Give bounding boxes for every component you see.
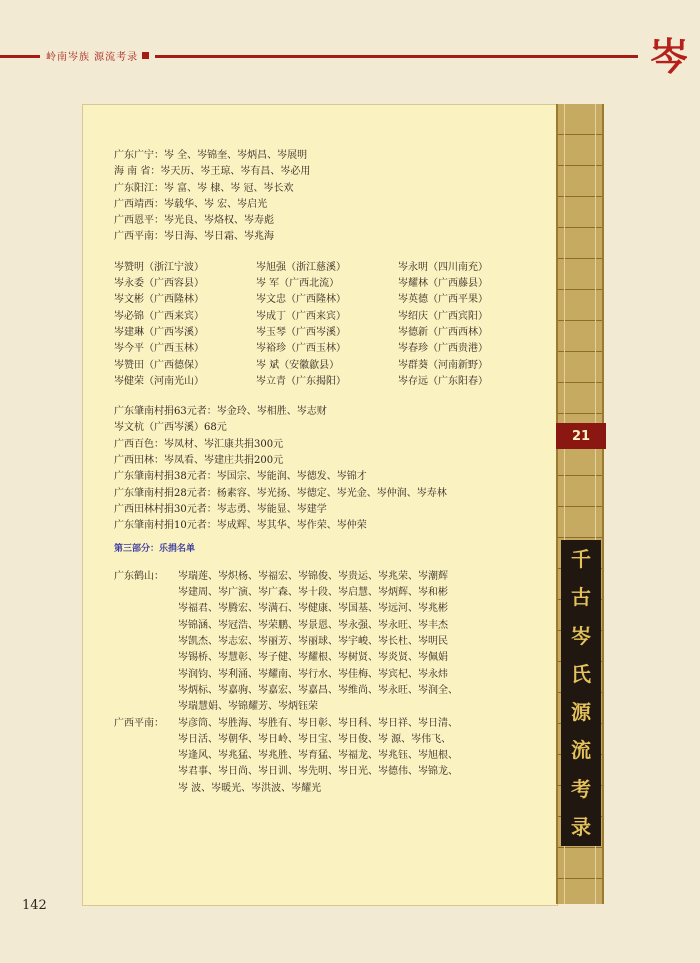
- name-line: 岑建周、岑广演、岑广森、岑十段、岑启慧、岑炳辉、岑和彬: [178, 587, 448, 599]
- title-char: 源: [571, 700, 591, 725]
- donor-cell: 岑 军（广西北流）: [256, 278, 340, 290]
- amount-donor-section: [114, 404, 544, 534]
- name-line: 岑逢风、岑兆猛、岑兆胜、岑育猛、岑福龙、岑兆钰、岑旭根、: [178, 750, 458, 762]
- guangdong-donor-block: [114, 569, 544, 716]
- spacer: [114, 390, 544, 404]
- name-lines: [178, 569, 544, 716]
- name-line: 岑日活、岑朝华、岑日岭、岑日宝、岑日俊、岑 源、岑伟飞、: [178, 733, 452, 745]
- individual-donor-grid: [114, 260, 544, 390]
- donor-cell: 岑英德（广西平果）: [398, 294, 488, 306]
- name-lines: [178, 716, 544, 797]
- guangxi-donor-block: [114, 716, 544, 797]
- donor-cell: 岑立青（广东揭阳）: [256, 375, 346, 387]
- title-char: 氏: [571, 661, 591, 686]
- name-line: 岑炳标、岑嘉驹、岑嘉宏、岑嘉昌、岑维尚、岑永旺、岑润全、: [178, 684, 458, 696]
- section-subheading: 第三部分：乐捐名单: [114, 543, 196, 554]
- name-line: 岑瑞慧娟、岑锦耀芳、岑炳钰荣: [178, 701, 318, 713]
- name-line: 岑锦涵、岑冠浩、岑荣鹏、岑景恩、岑永强、岑永旺、岑丰杰: [178, 619, 448, 631]
- donor-cell: 岑耀林（广西藤县）: [398, 278, 488, 290]
- donor-cell: 岑成丁（广西来宾）: [256, 310, 346, 322]
- title-char: 流: [571, 738, 591, 763]
- donor-line: 广西田林：岑凤看、岑建庄共捐200元: [114, 455, 284, 467]
- donor-line: 广东肇南村捐28元者：杨素容、岑光扬、岑德定、岑光金、岑仲润、岑寿林: [114, 487, 447, 499]
- title-char: 考: [571, 776, 591, 801]
- region-label: 广东鹤山：: [114, 570, 164, 582]
- donor-cell: 岑裕珍（广西玉林）: [256, 343, 346, 355]
- donor-line: 广西田林村捐30元者：岑志勇、岑能显、岑建学: [114, 503, 327, 515]
- donor-line: 广西恩平：岑光良、岑烙权、岑寿彪: [114, 215, 274, 227]
- donor-cell: 岑建琳（广西岑溪）: [114, 326, 204, 338]
- name-line: 岑锡桥、岑慧彰、岑子健、岑耀根、岑树贤、岑炎贤、岑佩娟: [178, 652, 448, 664]
- name-line: 岑润钧、岑利涌、岑耀南、岑行水、岑佳梅、岑宾杞、岑永炜: [178, 668, 448, 680]
- donor-line: 广东广宁：岑 全、岑锦奎、岑炳昌、岑展明: [114, 150, 308, 161]
- running-header-text: 岭南岑族 源流考录: [46, 52, 139, 63]
- donor-line: 广东肇南村捐10元者：岑成辉、岑其华、岑作荣、岑仲荣: [114, 520, 367, 532]
- donor-cell: 岑永明（四川南充）: [398, 261, 488, 273]
- spacer: [114, 246, 544, 260]
- donor-cell: 岑德新（广西西林）: [398, 326, 488, 338]
- donor-line: 广东阳江：岑 富、岑 棣、岑 冠、岑长欢: [114, 182, 294, 194]
- vertical-book-title: [561, 540, 601, 846]
- donor-cell: 岑健荣（河南光山）: [114, 375, 204, 387]
- donor-line: 广西靖西：岑载华、岑 宏、岑启光: [114, 198, 268, 210]
- name-line: 岑 波、岑暖光、岑洪波、岑耀光: [178, 782, 322, 794]
- page-number: 142: [22, 898, 47, 913]
- donor-cell: 岑赞田（广西德保）: [114, 359, 204, 371]
- name-line: 岑福君、岑腾宏、岑满石、岑健康、岑国基、岑远河、岑兆彬: [178, 603, 448, 615]
- donor-line: 广西百色：岑凤材、岑汇康共捐300元: [114, 438, 284, 450]
- donor-cell: 岑存远（广东阳春）: [398, 375, 488, 387]
- donor-cell: 岑必锦（广西来宾）: [114, 310, 204, 322]
- donor-list: [114, 148, 544, 797]
- donor-cell: 岑群葵（河南新野）: [398, 359, 488, 371]
- donor-cell: 岑 斌（安徽歙县）: [256, 359, 340, 371]
- title-char: 千: [571, 547, 591, 572]
- name-line: 岑瑞莲、岑炽杨、岑福宏、岑锦俊、岑贵运、岑兆荣、岑潮辉: [178, 570, 448, 582]
- title-char: 古: [571, 585, 591, 610]
- donor-cell: 岑玉琴（广西岑溪）: [256, 326, 346, 338]
- donor-line: 海 南 省：岑天历、岑王琼、岑有昌、岑必用: [114, 166, 311, 178]
- chapter-page-tab: 21: [556, 423, 606, 449]
- title-char: 录: [571, 814, 591, 839]
- donor-cell: 岑永委（广西容县）: [114, 278, 204, 290]
- donor-cell: 岑文彬（广西隆林）: [114, 294, 204, 306]
- donor-line: 岑文杭（广西岑溪）68元: [114, 422, 227, 434]
- name-line: 岑彦筒、岑胜海、岑胜有、岑日彰、岑日科、岑日祥、岑日清、: [178, 717, 458, 729]
- donor-cell: 岑赞明（浙江宁波）: [114, 261, 204, 273]
- title-char: 岑: [571, 623, 591, 648]
- donor-line: 广东肇南村捐63元者：岑金玲、岑相胜、岑志财: [114, 406, 327, 418]
- donor-cell: 岑春珍（广西贵港）: [398, 343, 488, 355]
- donor-cell: 岑今平（广西玉林）: [114, 343, 204, 355]
- donor-line: 广东肇南村捐38元者：岑国宗、岑能润、岑德发、岑锦才: [114, 471, 367, 483]
- name-line: 岑君事、岑日尚、岑日训、岑先明、岑日光、岑德伟、岑锦龙、: [178, 766, 458, 778]
- region-label: 广西平南：: [114, 717, 164, 729]
- regional-donor-section: [114, 148, 544, 246]
- square-bullet-icon: [142, 52, 149, 59]
- donor-cell: 岑旭强（浙江慈溪）: [256, 261, 346, 273]
- donor-cell: 岑文忠（广西隆林）: [256, 294, 346, 306]
- running-header: [40, 48, 155, 63]
- cen-logo: 岑: [649, 34, 688, 79]
- donor-cell: 岑绍庆（广西宾阳）: [398, 310, 488, 322]
- name-line: 岑凯杰、岑志宏、岑丽芳、岑丽球、岑宇峻、岑长杜、岑明民: [178, 636, 448, 648]
- donor-line: 广西平南：岑日海、岑日霜、岑兆海: [114, 231, 274, 243]
